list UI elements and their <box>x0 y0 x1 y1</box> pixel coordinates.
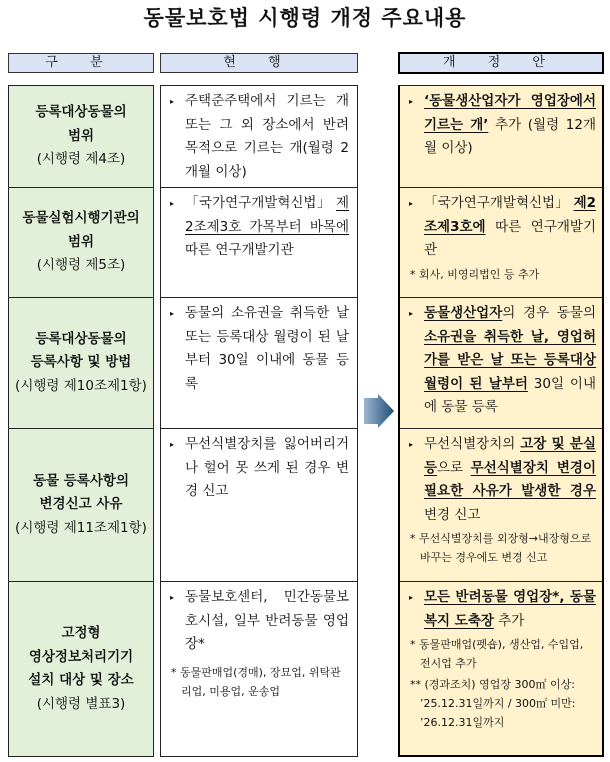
category-name: 설치 대상 및 장소 <box>28 672 134 688</box>
current-text <box>185 192 349 263</box>
revised-cell <box>398 85 604 188</box>
revised-note: * 무선식별장치를 외장형→내장형으로 바꾸는 경우에도 변경 신고 <box>410 532 592 564</box>
text-segment: 제2조제3호에 <box>424 195 596 235</box>
category-name: 등록대상동물의 <box>35 330 127 347</box>
text-segment: 동물의 소유권을 취득한 날 또는 등록대상 월령이 된 날부터 30일 이내에 동물 등록 <box>185 305 349 392</box>
text-segment: 추가 <box>493 612 525 629</box>
text-segment: 30일 이내에 동물 등록 <box>424 375 597 415</box>
text-segment: 제2조제3호 가목부터 바목에 <box>185 195 349 235</box>
legal-reference: (시행령 제11조제1항) <box>15 519 147 536</box>
page-title: 동물보호법 시행령 개정 주요내용 <box>143 6 467 30</box>
revised-text <box>424 586 596 633</box>
bullet-icon: ▸ <box>409 440 414 449</box>
current-cell <box>160 187 358 298</box>
revised-cell <box>398 297 604 429</box>
text-segment: 모든 반려동물 영업장*, 동물복지 도축장 <box>424 589 596 629</box>
bullet-icon: ▸ <box>409 97 414 106</box>
text-segment: 소유권을 취득한 날, 영업허가를 받은 날 또는 등록대상 월령이 된 날부터 <box>424 328 596 392</box>
bullet-icon: ▸ <box>409 593 414 602</box>
text-segment: 고장 및 분실 등 <box>424 436 597 476</box>
text-segment: 따른 연구개발기관 <box>424 218 596 258</box>
bullet-icon: ▸ <box>170 593 175 602</box>
header-current: 현 행 <box>160 53 358 73</box>
bullet-icon: ▸ <box>170 440 175 449</box>
category-cell <box>8 581 154 757</box>
category-name: 등록대상동물의 <box>35 104 127 121</box>
category-name: 범위 <box>67 127 95 144</box>
category-name: 변경신고 사유 <box>39 496 123 513</box>
legal-reference: (시행령 제4조) <box>36 151 126 168</box>
category-name: 영상정보처리기기 <box>28 648 134 665</box>
category-name: 동물실험시행기관의 <box>22 210 140 227</box>
text-segment: 따른 연구개발기관 <box>185 242 294 258</box>
text-segment: 무선식별장치 변경이 필요한 사유가 발생한 경우 <box>424 459 596 499</box>
current-note: * 동물판매업(경매), 장묘업, 위탁관리업, 미용업, 운송업 <box>171 665 341 698</box>
header-category: 구 분 <box>8 53 154 73</box>
category-name: 등록사항 및 방법 <box>30 354 132 371</box>
category-cell <box>8 297 154 429</box>
revised-note: ** (경과조치) 영업장 300㎡ 이상: ’25.12.31일까지 / 300㎡ 미만: ’26.12.31일까지 <box>410 678 576 729</box>
current-text <box>185 302 349 396</box>
bullet-icon: ▸ <box>409 309 414 318</box>
current-cell <box>160 581 358 757</box>
bullet-icon: ▸ <box>170 309 175 318</box>
category-name: 고정형 <box>61 625 101 641</box>
text-segment: 동물보호센터, 민간동물보호시설, 일부 반려동물 영업장* <box>185 589 349 652</box>
revised-cell <box>398 187 604 298</box>
revised-text <box>424 433 596 527</box>
current-text <box>185 586 349 657</box>
text-segment: 으로 <box>437 459 471 476</box>
legal-reference: (시행령 별표3) <box>36 695 126 712</box>
category-cell <box>8 187 154 298</box>
revised-text <box>424 302 596 420</box>
text-segment: ‘동물생산업자가 영업장에서 기르는 개’ <box>424 93 596 133</box>
text-segment: 「국가연구개발혁신법」 <box>185 195 336 211</box>
header-revised: 개 정 안 <box>398 52 604 74</box>
text-segment: 무선식별장치의 <box>424 436 521 452</box>
category-name: 동물 등록사항의 <box>33 472 129 489</box>
revised-text <box>424 90 596 161</box>
text-segment: 추가 (월령 12개월 이상) <box>424 116 597 156</box>
current-cell <box>160 85 358 188</box>
text-segment: 변경 신고 <box>424 506 481 523</box>
category-name: 범위 <box>67 233 95 250</box>
current-cell <box>160 428 358 582</box>
legal-reference: (시행령 제10조제1항) <box>15 377 147 394</box>
category-cell <box>8 428 154 582</box>
legal-reference: (시행령 제5조) <box>36 257 126 274</box>
revised-note: * 동물판매업(펫숍), 생산업, 수입업, 전시업 추가 <box>410 638 584 670</box>
text-segment: 의 경우 동물의 <box>502 305 596 321</box>
category-cell <box>8 85 154 188</box>
revised-text <box>424 192 596 263</box>
bullet-icon: ▸ <box>170 199 175 208</box>
current-cell <box>160 297 358 429</box>
text-segment: 「국가연구개발혁신법」 <box>424 195 574 211</box>
current-text <box>185 90 349 184</box>
text-segment: 무선식별장치를 잃어버리거나 헐어 못 쓰게 된 경우 변경 신고 <box>185 436 349 499</box>
bullet-icon: ▸ <box>170 97 175 106</box>
text-segment: 동물생산업자 <box>424 305 503 321</box>
revised-cell <box>398 428 604 582</box>
arrow-right-icon <box>364 394 394 428</box>
revised-cell <box>398 581 604 757</box>
revised-note: * 회사, 비영리법인 등 추가 <box>410 267 540 281</box>
bullet-icon: ▸ <box>409 199 414 208</box>
current-text <box>185 433 349 504</box>
text-segment: 주택준주택에서 기르는 개 또는 그 외 장소에서 반려 목적으로 기르는 개(월령 2개월 이상) <box>185 93 349 180</box>
